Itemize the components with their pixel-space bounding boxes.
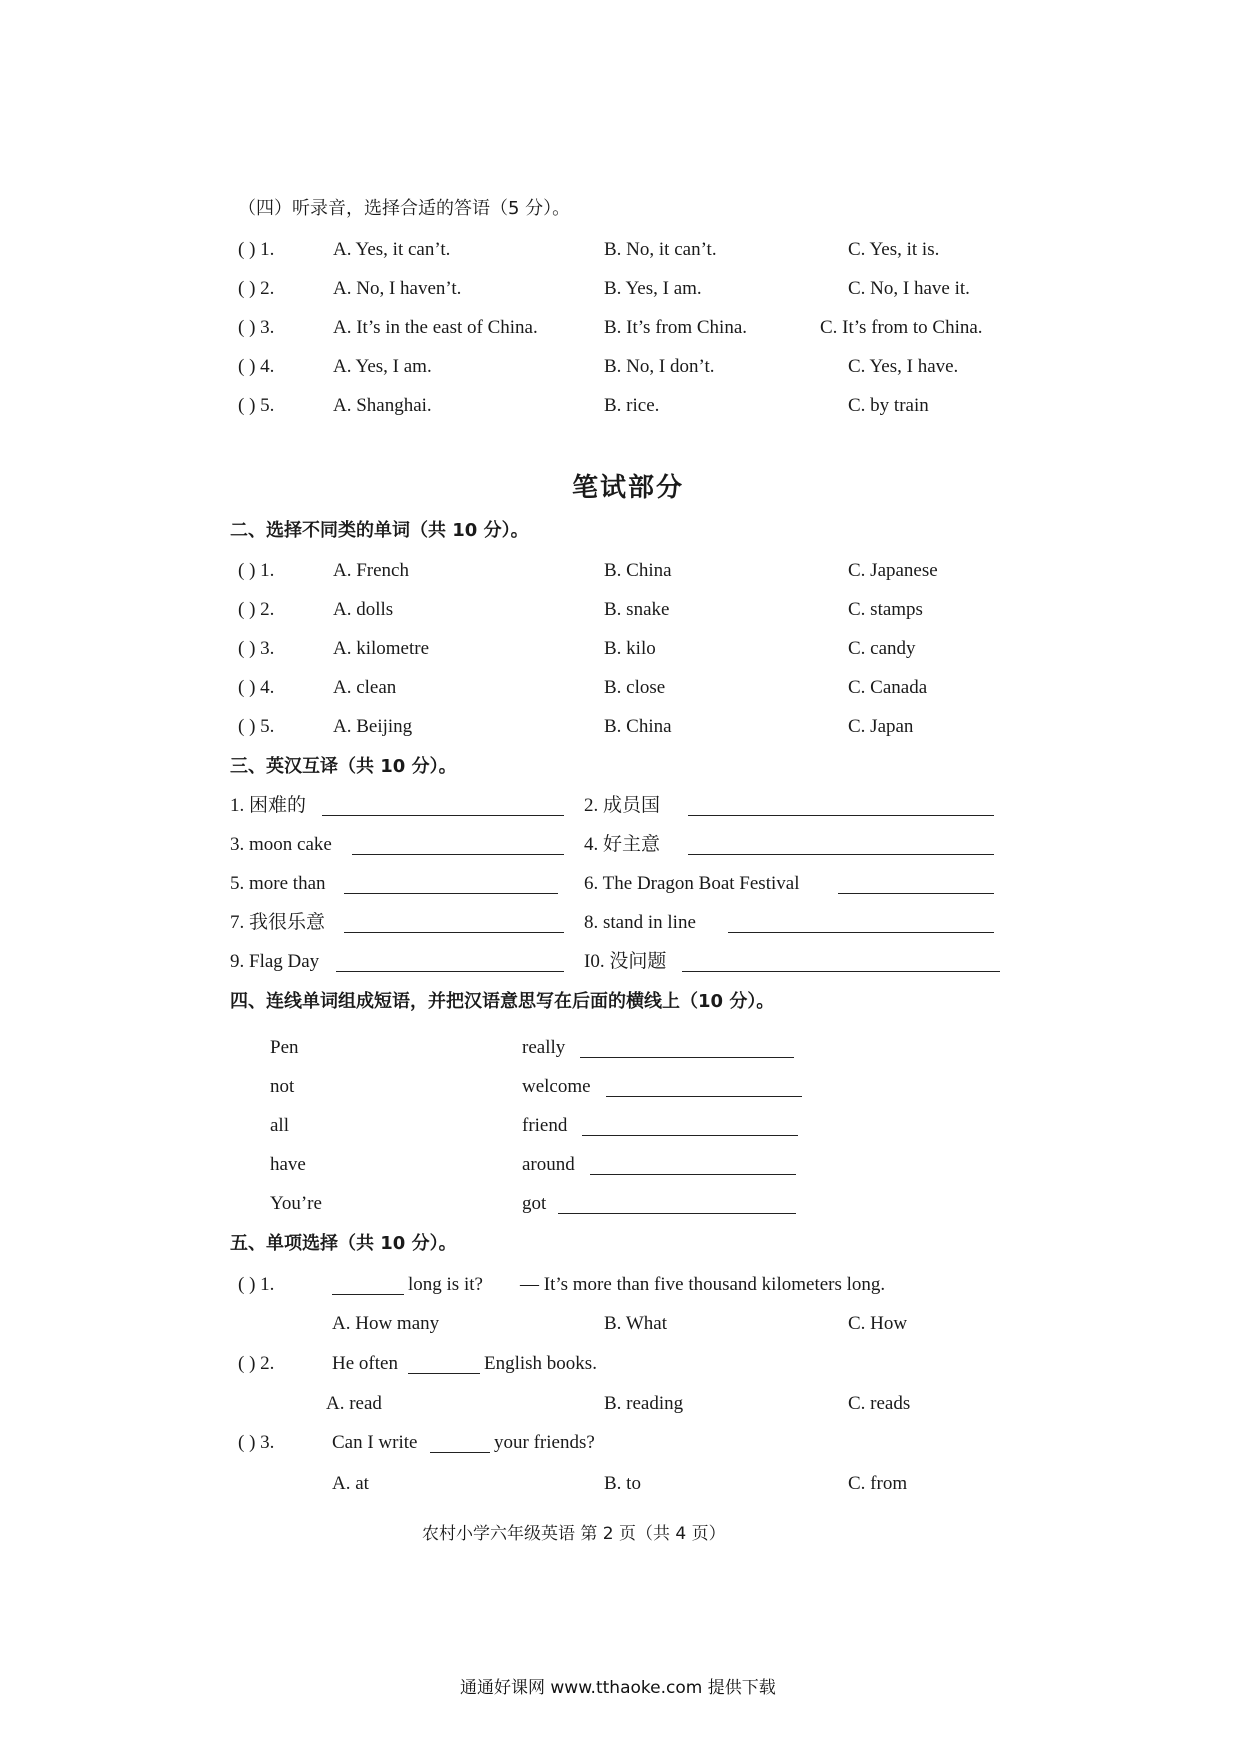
option-b: B. snake xyxy=(604,599,670,620)
option-c: C. from xyxy=(848,1473,908,1494)
question-prefix: ( ) 2. xyxy=(238,1353,275,1374)
match-right-word[interactable]: got xyxy=(522,1193,547,1214)
translation-item: 7. 我很乐意 xyxy=(230,912,326,933)
question-prefix: ( ) 3. xyxy=(238,317,275,338)
answer-blank[interactable] xyxy=(430,1452,490,1453)
match-left-word[interactable]: have xyxy=(270,1154,306,1175)
option-a: A. dolls xyxy=(333,599,394,620)
option-c: C. reads xyxy=(848,1393,911,1414)
question-prefix: ( ) 1. xyxy=(238,1274,275,1295)
answer-blank[interactable] xyxy=(336,971,564,972)
answer-blank[interactable] xyxy=(322,815,564,816)
option-a: A. Yes, it can’t. xyxy=(333,239,451,260)
option-a: A. at xyxy=(332,1473,369,1494)
question-prefix: ( ) 5. xyxy=(238,716,275,737)
translation-item: 6. The Dragon Boat Festival xyxy=(584,873,800,894)
answer-blank[interactable] xyxy=(838,893,994,894)
match-left-word[interactable]: not xyxy=(270,1076,295,1097)
answer-blank[interactable] xyxy=(728,932,994,933)
answer-blank[interactable] xyxy=(688,854,994,855)
option-a: A. clean xyxy=(333,677,397,698)
question-stem: your friends? xyxy=(494,1432,595,1453)
option-b: B. close xyxy=(604,677,666,698)
answer-blank[interactable] xyxy=(558,1213,796,1214)
option-a: A. Beijing xyxy=(333,716,413,737)
answer-blank[interactable] xyxy=(682,971,1000,972)
translation-item: 5. more than xyxy=(230,873,326,894)
question-stem: — It’s more than five thousand kilometers long. xyxy=(520,1274,886,1295)
option-a: A. kilometre xyxy=(333,638,430,659)
answer-blank[interactable] xyxy=(332,1294,404,1295)
option-b: B. to xyxy=(604,1473,641,1494)
odd-one-out-header: 二、选择不同类的单词（共 10 分）。 xyxy=(230,520,529,541)
option-c: C. How xyxy=(848,1313,908,1334)
option-b: B. It’s from China. xyxy=(604,317,748,338)
option-c: C. Japan xyxy=(848,716,914,737)
answer-blank[interactable] xyxy=(582,1135,798,1136)
answer-blank[interactable] xyxy=(580,1057,794,1058)
translation-item: I0. 没问题 xyxy=(584,951,667,972)
option-b: B. No, I don’t. xyxy=(604,356,715,377)
translation-item: 3. moon cake xyxy=(230,834,332,855)
option-a: A. read xyxy=(326,1393,382,1414)
written-part-title: 笔试部分 xyxy=(572,473,685,503)
question-stem: Can I write xyxy=(332,1432,418,1453)
question-prefix: ( ) 1. xyxy=(238,239,275,260)
question-prefix: ( ) 1. xyxy=(238,560,275,581)
option-a: A. How many xyxy=(332,1313,440,1334)
option-c: C. stamps xyxy=(848,599,923,620)
match-right-word[interactable]: around xyxy=(522,1154,575,1175)
source-site-line: 通通好课网 www.tthaoke.com 提供下载 xyxy=(460,1678,776,1698)
listening-section-header: （四）听录音，选择合适的答语（5 分）。 xyxy=(238,198,571,219)
option-c: C. Japanese xyxy=(848,560,938,581)
answer-blank[interactable] xyxy=(408,1373,480,1374)
match-right-word[interactable]: friend xyxy=(522,1115,568,1136)
match-right-word[interactable]: really xyxy=(522,1037,566,1058)
translation-header: 三、英汉互译（共 10 分）。 xyxy=(230,756,457,777)
matching-header: 四、连线单词组成短语，并把汉语意思写在后面的横线上（10 分）。 xyxy=(230,991,775,1012)
match-left-word[interactable]: all xyxy=(270,1115,289,1136)
option-b: B. Yes, I am. xyxy=(604,278,702,299)
option-b: B. China xyxy=(604,560,672,581)
answer-blank[interactable] xyxy=(344,893,558,894)
match-left-word[interactable]: You’re xyxy=(270,1193,322,1214)
answer-blank[interactable] xyxy=(688,815,994,816)
answer-blank[interactable] xyxy=(344,932,564,933)
option-a: A. No, I haven’t. xyxy=(333,278,462,299)
match-left-word[interactable]: Pen xyxy=(270,1037,299,1058)
option-c: C. candy xyxy=(848,638,916,659)
option-b: B. No, it can’t. xyxy=(604,239,717,260)
option-b: B. rice. xyxy=(604,395,660,416)
question-stem: English books. xyxy=(484,1353,597,1374)
translation-item: 4. 好主意 xyxy=(584,834,661,855)
question-stem: long is it? xyxy=(408,1274,483,1295)
option-b: B. China xyxy=(604,716,672,737)
question-prefix: ( ) 5. xyxy=(238,395,275,416)
question-prefix: ( ) 4. xyxy=(238,677,275,698)
answer-blank[interactable] xyxy=(590,1174,796,1175)
option-c: C. Canada xyxy=(848,677,928,698)
translation-item: 2. 成员国 xyxy=(584,795,661,816)
translation-item: 1. 困难的 xyxy=(230,795,307,816)
translation-item: 9. Flag Day xyxy=(230,951,320,972)
option-c: C. No, I have it. xyxy=(848,278,970,299)
option-c: C. by train xyxy=(848,395,929,416)
option-b: B. reading xyxy=(604,1393,684,1414)
match-right-word[interactable]: welcome xyxy=(522,1076,591,1097)
option-a: A. French xyxy=(333,560,409,581)
question-prefix: ( ) 2. xyxy=(238,278,275,299)
multiple-choice-header: 五、单项选择（共 10 分）。 xyxy=(230,1233,457,1254)
question-prefix: ( ) 4. xyxy=(238,356,275,377)
answer-blank[interactable] xyxy=(606,1096,802,1097)
option-a: A. Yes, I am. xyxy=(333,356,432,377)
question-stem: He often xyxy=(332,1353,398,1374)
answer-blank[interactable] xyxy=(352,854,564,855)
option-c: C. Yes, I have. xyxy=(848,356,959,377)
option-b: B. kilo xyxy=(604,638,656,659)
option-b: B. What xyxy=(604,1313,667,1334)
option-a: A. It’s in the east of China. xyxy=(333,317,538,338)
option-c: C. It’s from to China. xyxy=(820,317,983,338)
translation-item: 8. stand in line xyxy=(584,912,696,933)
option-a: A. Shanghai. xyxy=(333,395,432,416)
question-prefix: ( ) 2. xyxy=(238,599,275,620)
question-prefix: ( ) 3. xyxy=(238,1432,275,1453)
page-footer: 农村小学六年级英语 第 2 页（共 4 页） xyxy=(422,1524,726,1544)
question-prefix: ( ) 3. xyxy=(238,638,275,659)
option-c: C. Yes, it is. xyxy=(848,239,940,260)
